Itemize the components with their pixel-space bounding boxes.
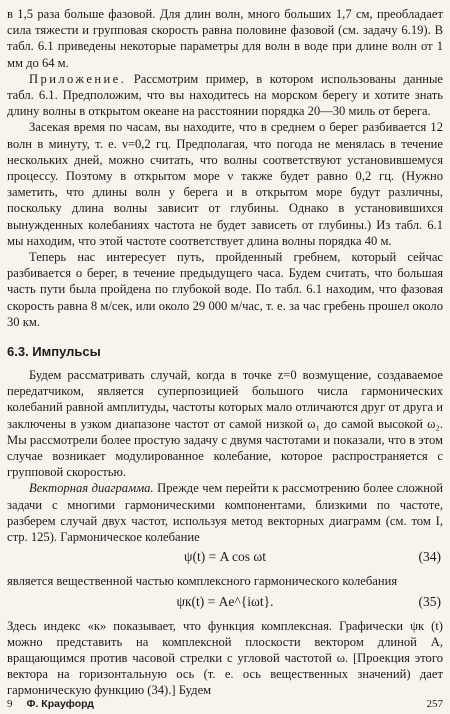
paragraph-6-body: Прежде чем перейти к рассмотрению более сложной задачи с многими гармоническими компонентами, близкими по частоте, разберем случай двух частот, используя метод векторных диаграмм (см. том I, стр. 125). Гармоническое колебание (7, 481, 444, 545)
paragraph-3: Засекая время по часам, вы находите, что в среднем о берег разбивается 12 волн в минуту, т. е. ν=0,2 гц. Предполагая, что погода не менялась в течение нескольких дней, можно считать, что волны соответствуют установившемуся процессу. Поэтому в открытом море ν также будет равно 0,2 гц. (Нужно заметить, что длины волн у берега и в открытом море будут различны, поскольку длина волны зависит от глубины. Однако в установившихся вынужденных колебаниях частота не будет зависеть от глубины.) Из табл. 6.1 мы находим, что этой частоте соответствует длина волны порядка 40 м. (7, 120, 443, 248)
equation-35 (7, 594, 443, 614)
equation-34-text: ψ(t) = A cos ωt (184, 549, 266, 565)
paragraph-8: Здесь индекс «к» показывает, что функция комплексная. Графически ψк (t) можно представить на комплексной плоскости вектором длиной A, вращающимся против часовой стрелки с угловой частотой ω. [Проекция этого вектора на горизонтальную ось (т. е. ось вещественных значений) дает гармоническую функцию (34).] Будем (7, 618, 443, 698)
paragraph-7: является вещественной частью комплексного гармонического колебания (7, 574, 398, 589)
paragraph-2 (7, 71, 443, 120)
paragraph-1: в 1,5 раза больше фазовой. Для длин волн, много больших 1,7 см, преобладает сила тяжести и групповая скорость равна половине фазовой (см. задачу 6.19). В табл. 6.1 приведены некоторые параметры для волн в воде при длине волн от 1 мм до 64 м. (7, 7, 443, 70)
equation-34 (7, 549, 443, 569)
paragraph-6-lead: Векторная диаграмма. (29, 481, 154, 496)
paragraph-4: Теперь нас интересует путь, пройденный гребнем, который сейчас разбивается о берег, в течение предыдущего часа. Будем считать, что большая часть пути была пройдена по глубокой воде. По табл. 6.1 находим, что фазовая скорость равна 8 м/сек, или около 29 000 м/час, т. е. за час гребень прошел около 30 км. (7, 250, 443, 329)
equation-35-number: (35) (418, 593, 441, 609)
paragraph-6 (7, 480, 443, 545)
author-name: Ф. Крауфорд (26, 698, 94, 710)
paragraph-2-body: Рассмотрим пример, в котором использованы данные табл. 6.1. Предположим, что вы находитесь на морском берегу и хотите знать длину волны в открытом океане на расстоянии порядка 20—30 миль от берега. (7, 71, 443, 119)
paragraph-2-lead: Приложение. (29, 71, 127, 86)
page-footer (7, 698, 443, 710)
page-number: 257 (426, 698, 443, 710)
equation-35-text: ψк(t) = Ae^{iωt}. (176, 593, 274, 609)
paragraph-5: Будем рассматривать случай, когда в точке z=0 возмущение, создаваемое передатчиком, является суперпозицией большого числа гармонических колебаний равной амплитуды, частоты которых мало отличаются друг от друга и заключены в узком диапазоне частот от самой низкой ω₁ до самой высокой ω₂. Мы рассмотрели более простую задачу с двумя частотами и показали, что в этом случае возникает модулированное колебание, которое распространяется с групповой скоростью. (7, 368, 443, 480)
section-heading: 6.3. Импульсы (7, 344, 101, 360)
equation-34-number: (34) (418, 549, 441, 565)
signature-mark: 9 (7, 698, 13, 710)
